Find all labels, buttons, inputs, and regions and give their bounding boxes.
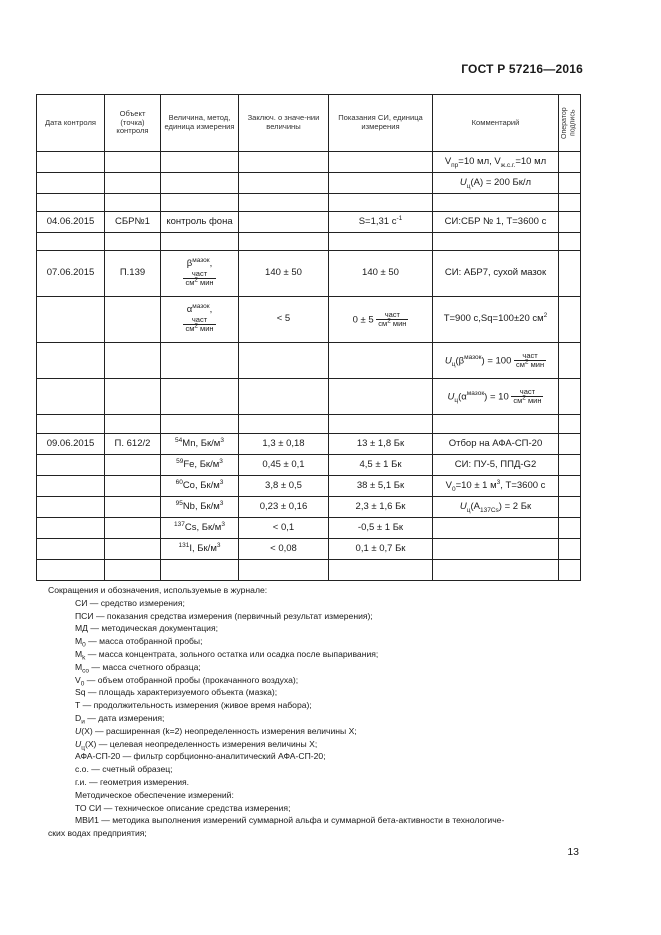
table-row bbox=[37, 539, 581, 560]
note-line: $M_k$ — масса концентрата, зольного остатка или осадка после выпаривания; bbox=[75, 648, 379, 662]
note-line: $D_и$ — дата измерения; bbox=[75, 712, 165, 726]
table-row bbox=[37, 476, 581, 497]
note-line: Методическое обеспечение измерений: bbox=[75, 789, 234, 800]
comment-cell: $U_ц(A_{137Cs}) = 2$ Бк bbox=[433, 497, 559, 518]
date-cell: 04.06.2015 bbox=[37, 212, 105, 233]
conclusion-cell: 0,23 ± 0,16 bbox=[239, 497, 329, 518]
note-line: U(X) — расширенная (k=2) неопределенность измерения величины X; bbox=[75, 725, 357, 736]
readings-cell: 13 ± 1,8 Бк bbox=[329, 434, 433, 455]
readings-cell: 38 ± 5,1 Бк bbox=[329, 476, 433, 497]
object-cell: СБР№1 bbox=[105, 212, 161, 233]
table-header-row bbox=[37, 95, 581, 152]
table-row bbox=[37, 173, 581, 194]
comment-cell: Отбор на АФА-СП-20 bbox=[433, 434, 559, 455]
comment-cell: $U_ц(\alpha^{мазок}) = 10$ $\frac{\text{част}}{см^2 мин}$ bbox=[433, 379, 559, 415]
table-row bbox=[37, 343, 581, 379]
conclusion-cell: < 0,08 bbox=[239, 539, 329, 560]
note-line: Т — продолжительность измерения (живое время набора); bbox=[75, 700, 312, 711]
comment-cell: СИ:СБР № 1, Т=3600 с bbox=[433, 212, 559, 233]
readings-cell: 2,3 ± 1,6 Бк bbox=[329, 497, 433, 518]
quantity-cell: $^{137}$Cs, $Бк/м^3$ bbox=[161, 518, 239, 539]
readings-cell: 0 ± 5 $\frac{\text{част}}{см^2 мин}$ bbox=[329, 297, 433, 343]
quantity-cell: $^{131}$I, $Бк/м^3$ bbox=[161, 539, 239, 560]
note-line: АФА-СП-20 — фильтр сорбционно-аналитический АФА-СП-20; bbox=[75, 751, 326, 762]
note-line: $U_ц(X)$ — целевая неопределенность измерения величины X; bbox=[75, 738, 318, 752]
comment-cell: $U_ц(A) = 200$ Бк/л bbox=[433, 173, 559, 194]
note-line: $M_0$ — масса отобранной пробы; bbox=[75, 636, 203, 649]
table-row bbox=[37, 233, 581, 251]
measurement-journal-table bbox=[36, 94, 581, 581]
conclusion-cell: 0,45 ± 0,1 bbox=[239, 455, 329, 476]
note-line: $V_0$ — объем отобранной пробы (прокачанного воздуха); bbox=[75, 674, 299, 688]
conclusion-cell: < 5 bbox=[239, 297, 329, 343]
conclusion-cell: 140 ± 50 bbox=[239, 251, 329, 297]
table-row bbox=[37, 497, 581, 518]
notes-intro: Сокращения и обозначения, используемые в журнале: bbox=[48, 585, 268, 595]
table-row bbox=[37, 518, 581, 539]
conclusion-cell: 3,8 ± 0,5 bbox=[239, 476, 329, 497]
note-line: ТО СИ — техническое описание средства измерения; bbox=[75, 802, 291, 813]
col-header-readings: Показания СИ, единица измерения bbox=[329, 95, 433, 152]
abbreviations-notes bbox=[48, 584, 583, 840]
note-line: Sq — площадь характеризуемого объекта (мазка); bbox=[75, 687, 278, 698]
comment-cell: Т=900 с,Sq=100±20 $см^2$ bbox=[433, 297, 559, 343]
col-header-conclusion: Заключ. о значе-нии величины bbox=[239, 95, 329, 152]
readings-cell: S=1,31 $с^{-1}$ bbox=[329, 212, 433, 233]
table-row bbox=[37, 560, 581, 581]
table-row bbox=[37, 297, 581, 343]
col-header-object: Объект (точка) контроля bbox=[105, 95, 161, 152]
table-row bbox=[37, 379, 581, 415]
object-cell: П.139 bbox=[105, 251, 161, 297]
readings-cell: 0,1 ± 0,7 Бк bbox=[329, 539, 433, 560]
comment-cell: СИ: ПУ-5, ППД-G2 bbox=[433, 455, 559, 476]
comment-cell: СИ: АБР7, сухой мазок bbox=[433, 251, 559, 297]
date-cell: 09.06.2015 bbox=[37, 434, 105, 455]
page-number: 13 bbox=[567, 846, 579, 858]
col-header-operator: Оператор подпись bbox=[559, 95, 581, 152]
document-code: ГОСТ Р 57216—2016 bbox=[461, 62, 583, 76]
table-row bbox=[37, 251, 581, 297]
date-cell: 07.06.2015 bbox=[37, 251, 105, 297]
quantity-cell: $\alpha^{мазок}$, $\frac{\text{част}}{см^2 мин}$ bbox=[161, 297, 239, 343]
quantity-cell: $^{60}$Co, $Бк/м^3$ bbox=[161, 476, 239, 497]
readings-cell: -0,5 ± 1 Бк bbox=[329, 518, 433, 539]
comment-cell: $V_{пр}=10$ мл, $V_{ж.с.г.}=10$ мл bbox=[433, 152, 559, 173]
note-line: ских водах предприятия; bbox=[48, 828, 147, 839]
comment-cell: $U_ц(\beta^{мазок}) = 100$ $\frac{\text{част}}{см^2 мин}$ bbox=[433, 343, 559, 379]
note-line: $M_{co}$ — масса счетного образца; bbox=[75, 661, 201, 675]
col-header-quantity: Величина, метод, единица измерения bbox=[161, 95, 239, 152]
conclusion-cell: < 0,1 bbox=[239, 518, 329, 539]
note-line: с.о. — счетный образец; bbox=[75, 764, 173, 775]
quantity-cell: $^{54}$Mn, $Бк/м^3$ bbox=[161, 434, 239, 455]
quantity-cell: $^{59}$Fe, $Бк/м^3$ bbox=[161, 455, 239, 476]
table-row bbox=[37, 455, 581, 476]
note-line: МВИ1 — методика выполнения измерений суммарной альфа и суммарной бета-активности в технологиче- bbox=[75, 815, 505, 826]
quantity-cell: $\beta^{мазок}$, $\frac{\text{част}}{см^2 мин}$ bbox=[161, 251, 239, 297]
readings-cell: 140 ± 50 bbox=[329, 251, 433, 297]
table-row bbox=[37, 194, 581, 212]
table-row bbox=[37, 434, 581, 455]
col-header-comment: Комментарий bbox=[433, 95, 559, 152]
col-header-date: Дата контроля bbox=[37, 95, 105, 152]
note-line: ПСИ — показания средства измерения (первичный результат измерения); bbox=[75, 610, 373, 621]
object-cell: П. 612/2 bbox=[105, 434, 161, 455]
table-row bbox=[37, 152, 581, 173]
table-row bbox=[37, 415, 581, 434]
table-row bbox=[37, 212, 581, 233]
quantity-cell: $^{95}$Nb, $Бк/м^3$ bbox=[161, 497, 239, 518]
conclusion-cell: 1,3 ± 0,18 bbox=[239, 434, 329, 455]
comment-cell: $V_0=10 \pm 1$ $м^3$, Т=3600 с bbox=[433, 476, 559, 497]
note-line: СИ — средство измерения; bbox=[75, 597, 185, 608]
quantity-cell: контроль фона bbox=[161, 212, 239, 233]
note-line: МД — методическая документация; bbox=[75, 623, 218, 634]
note-line: г.и. — геометрия измерения. bbox=[75, 776, 190, 787]
readings-cell: 4,5 ± 1 Бк bbox=[329, 455, 433, 476]
